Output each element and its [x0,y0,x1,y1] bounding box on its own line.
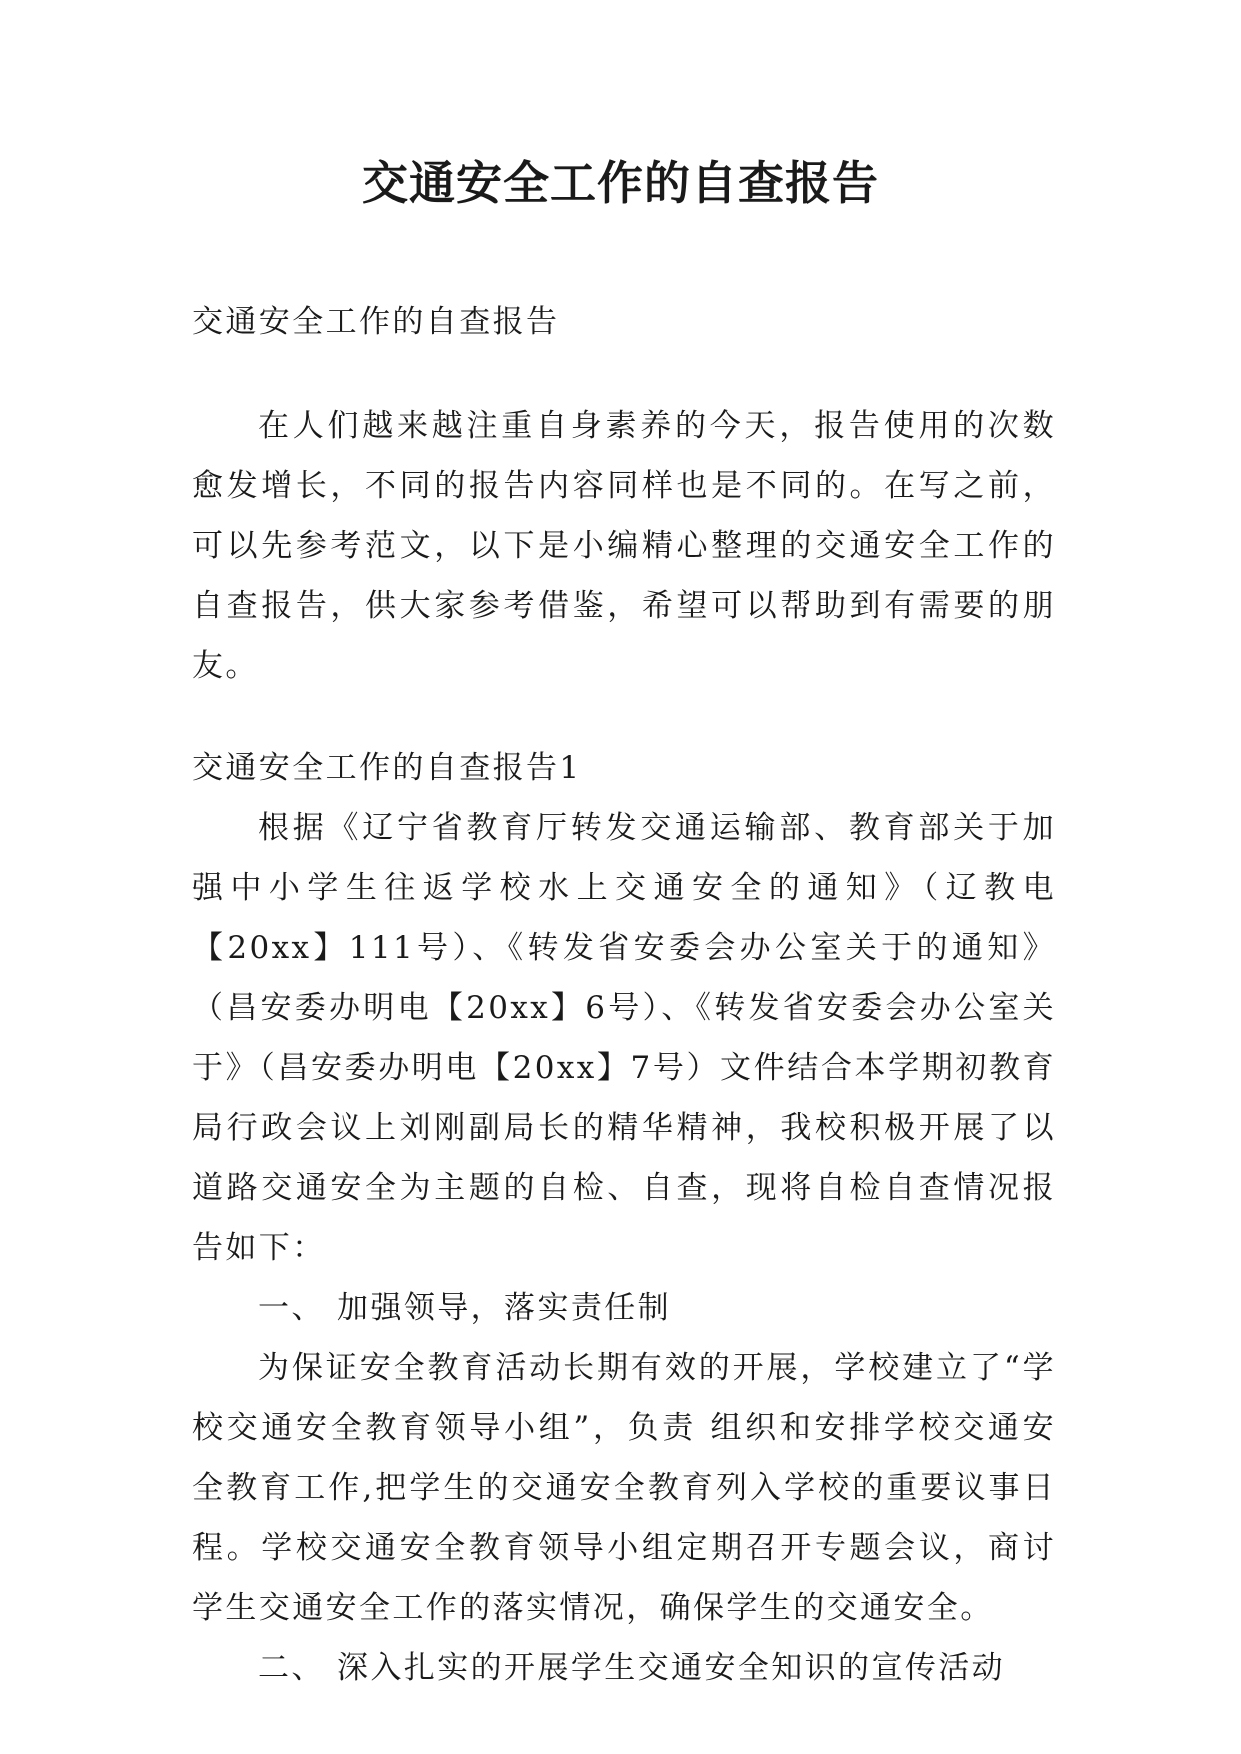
subsection-heading: 二、 深入扎实的开展学生交通安全知识的宣传活动 [258,1650,1006,1686]
document-title: 交通安全工作的自查报告 [362,156,879,210]
body-paragraph: 为保证安全教育活动长期有效的开展，学校建立了“学校交通安全教育领导小组”，负责 组织和安排学校交通安全教育工作,把学生的交通安全教育列入学校的重要议事日程。学校交通安全教育领导小组定期召开专题会议，商讨学生交通安全工作的落实情况，确保学生的交通安全。 [192,1350,1056,1626]
section-heading: 交通安全工作的自查报告1 [192,750,582,786]
subtitle-paragraph: 交通安全工作的自查报告 [192,304,560,340]
document-body [192,292,1056,1698]
body-paragraph: 根据《辽宁省教育厅转发交通运输部、教育部关于加强中小学生往返学校水上交通安全的通知》（辽教电【20xx】111号）、《转发省安委会办公室关于的通知》（昌安委办明电【20xx】6号）、《转发省安委会办公室关于》（昌安委办明电【20xx】7号）文件结合本学期初教育局行政会议上刘刚副局长的精华精神，我校积极开展了以道路交通安全为主题的自检、自查，现将自检自查情况报告如下： [192,810,1056,1266]
intro-paragraph: 在人们越来越注重自身素养的今天，报告使用的次数愈发增长，不同的报告内容同样也是不同的。在写之前，可以先参考范文，以下是小编精心整理的交通安全工作的自查报告，供大家参考借鉴，希望可以帮助到有需要的朋友。 [192,408,1056,684]
subsection-heading: 一、 加强领导，落实责任制 [258,1290,672,1326]
